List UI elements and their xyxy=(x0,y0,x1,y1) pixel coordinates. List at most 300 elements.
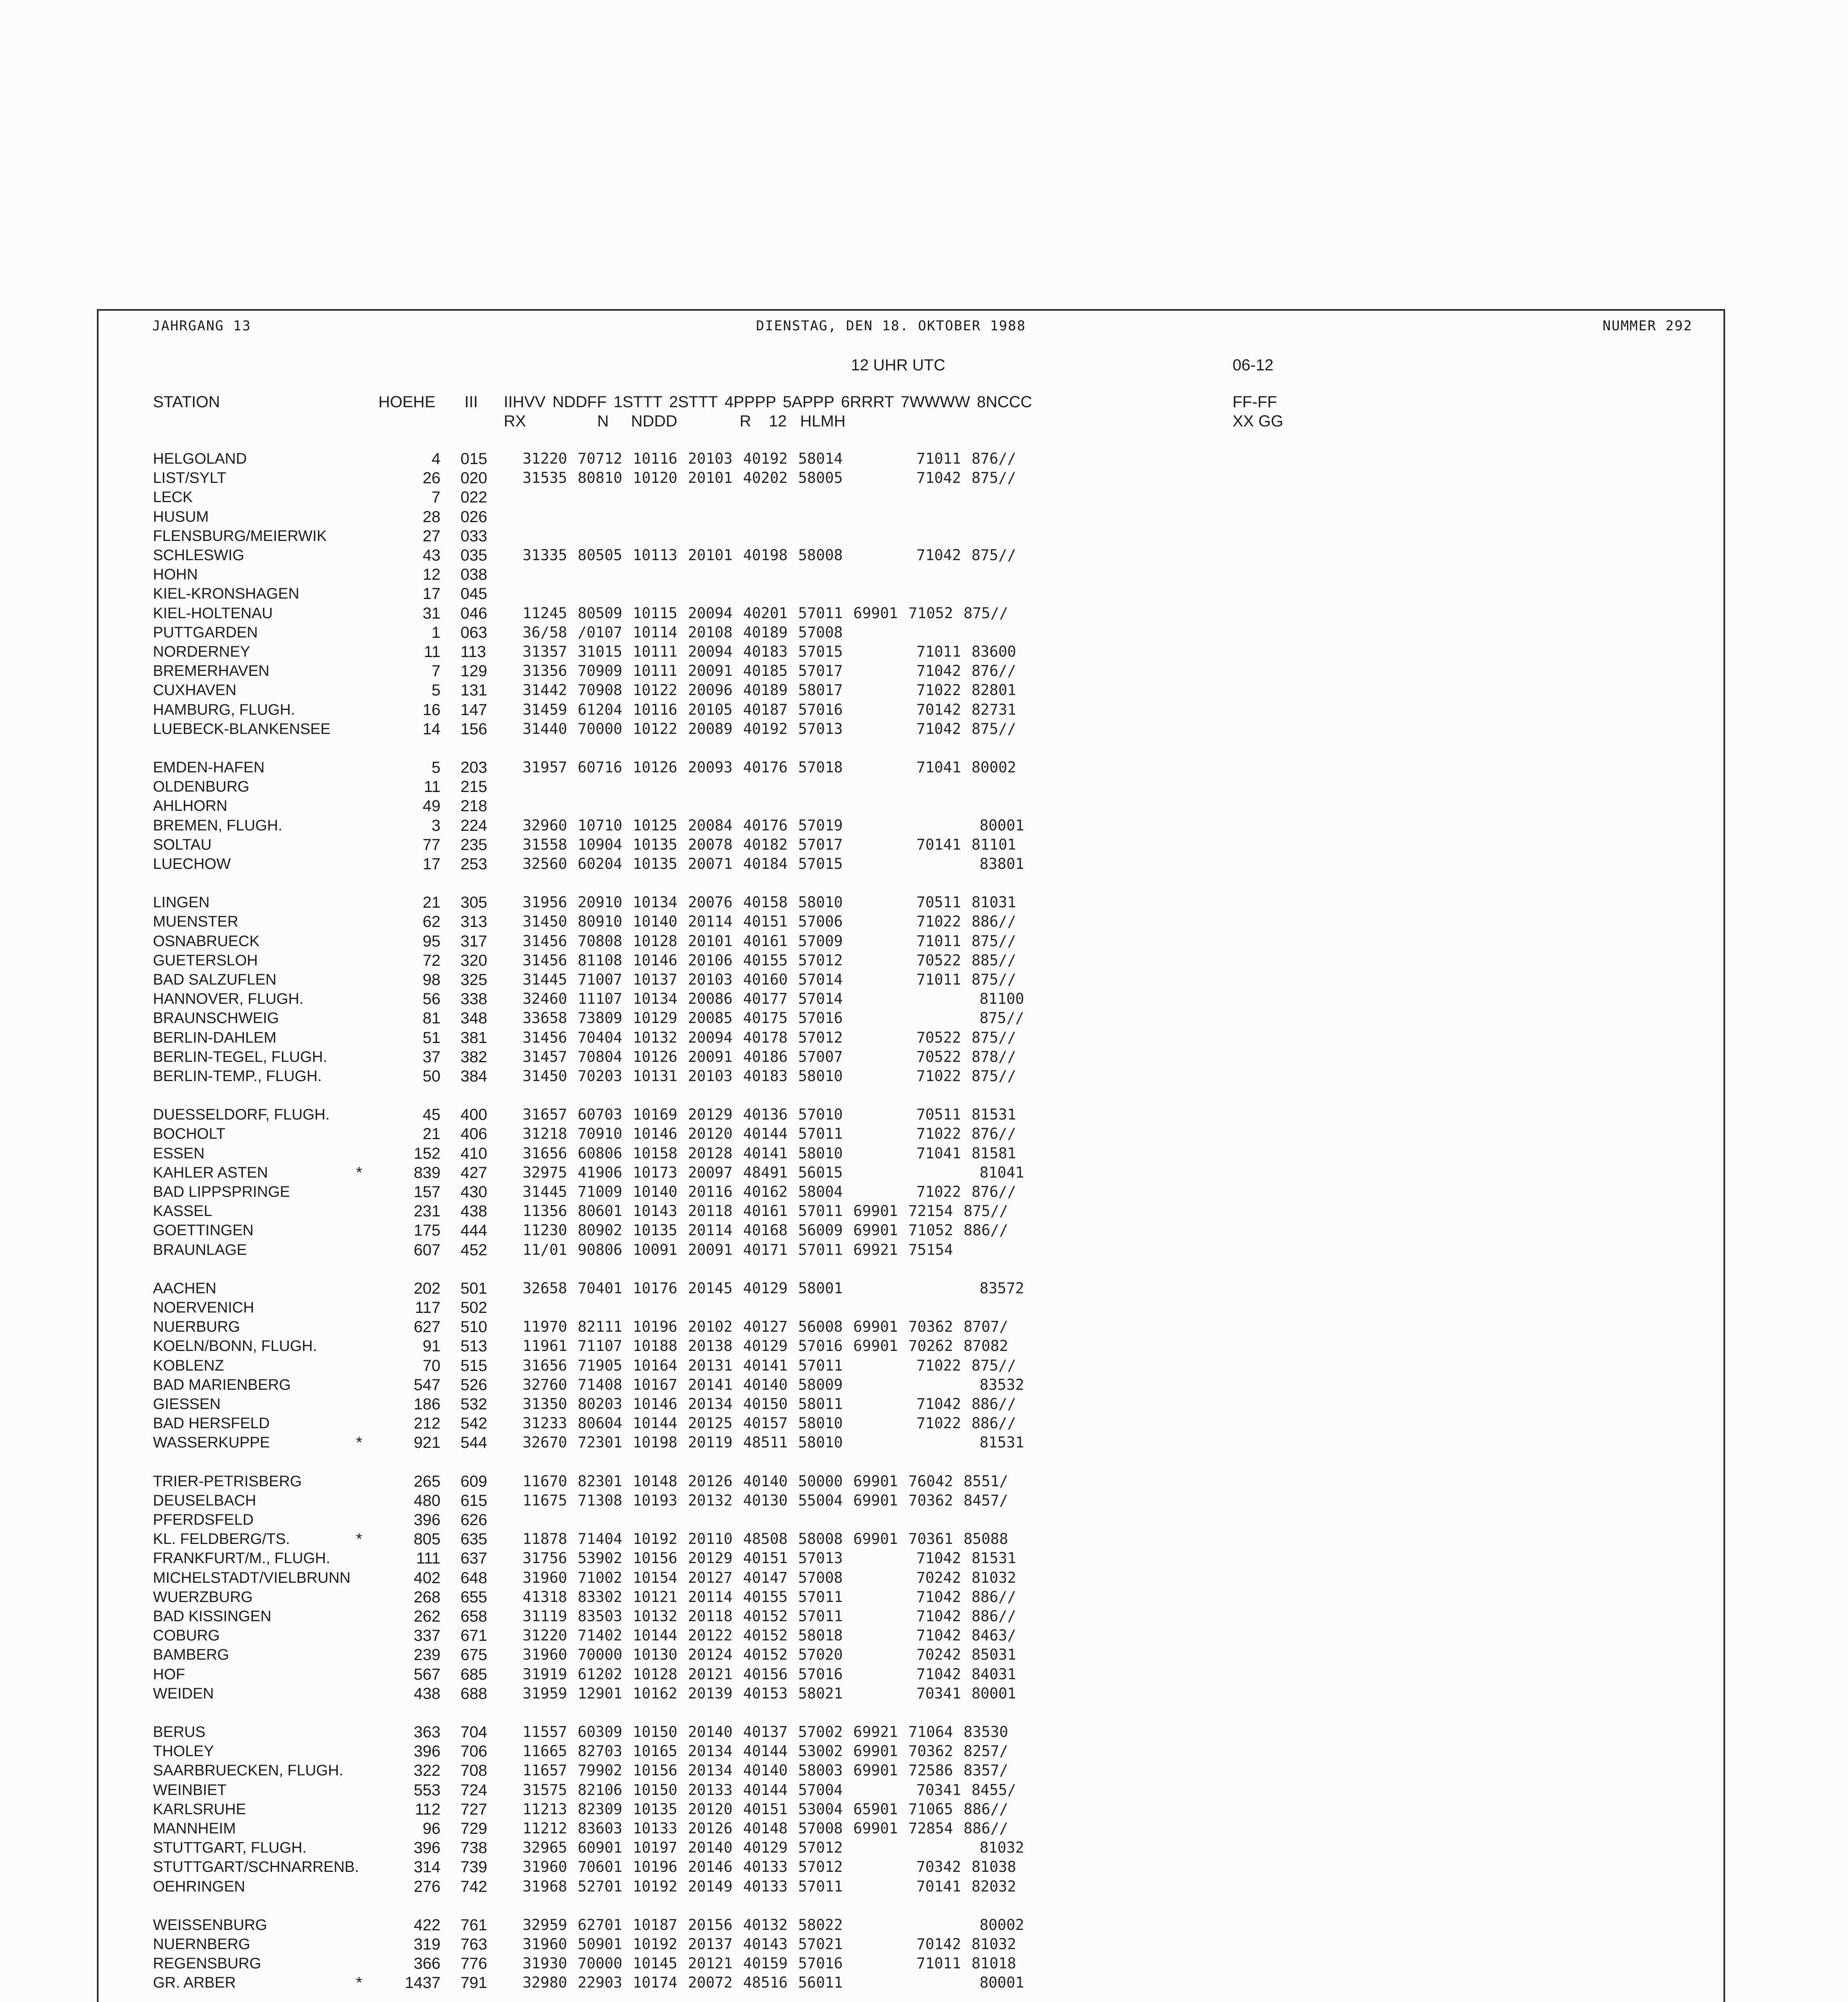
station-height: 98 xyxy=(422,971,440,989)
station-number: 320 xyxy=(460,952,487,969)
synop-groups: 31335 80505 10113 20101 40198 58008 71042 875// xyxy=(523,547,1016,564)
station-name: FRANKFURT/M., FLUGH. xyxy=(153,1550,330,1567)
report-date: DIENSTAG, DEN 18. OKTOBER 1988 xyxy=(756,318,1026,334)
station-height: 17 xyxy=(422,855,440,873)
station-row xyxy=(0,1877,1848,1896)
station-number: 515 xyxy=(460,1357,487,1375)
station-height: 51 xyxy=(422,1029,440,1047)
synop-groups: 11670 82301 10148 20126 40140 50000 69901 76042 8551/ xyxy=(523,1473,1008,1490)
station-name: NUERBURG xyxy=(153,1319,240,1335)
station-height: 480 xyxy=(414,1492,440,1510)
station-name: LIST/SYLT xyxy=(153,470,227,486)
station-height: 5 xyxy=(431,759,440,776)
station-height: 231 xyxy=(414,1202,440,1220)
station-name: BAD MARIENBERG xyxy=(153,1377,291,1393)
synop-groups: 11970 82111 10196 20102 40127 56008 69901 70362 8707/ xyxy=(523,1318,1008,1335)
station-height: 31 xyxy=(422,605,440,622)
station-row xyxy=(0,604,1848,623)
station-number: 526 xyxy=(460,1376,487,1394)
station-name: KL. FELDBERG/TS. xyxy=(153,1531,290,1548)
station-name: PUTTGARDEN xyxy=(153,624,258,641)
station-height: 1 xyxy=(431,624,440,641)
station-name: BOCHOLT xyxy=(153,1126,225,1142)
synop-groups: 31959 12901 10162 20139 40153 58021 70341 80001 xyxy=(523,1685,1016,1702)
synop-groups: 31459 61204 10116 20105 40187 57016 70142 82731 xyxy=(523,701,1016,718)
station-height: 28 xyxy=(422,508,440,526)
station-number: 427 xyxy=(460,1164,487,1182)
station-height: 11 xyxy=(424,778,440,796)
station-height: 5 xyxy=(431,681,440,699)
station-row xyxy=(0,1182,1848,1202)
station-number: 026 xyxy=(460,508,487,526)
synop-groups: 32960 10710 10125 20084 40176 57019 80001 xyxy=(523,817,1024,834)
synop-groups: 33658 73809 10129 20085 40175 57016 875// xyxy=(523,1009,1024,1027)
station-row xyxy=(0,893,1848,912)
station-number: 675 xyxy=(460,1646,487,1664)
station-height: 553 xyxy=(414,1781,440,1799)
station-row xyxy=(0,1472,1848,1491)
station-name: STUTTGART/SCHNARRENB. xyxy=(153,1859,359,1875)
synop-groups: 31960 70601 10196 20146 40133 57012 70342 81038 xyxy=(523,1858,1016,1875)
station-name: BREMERHAVEN xyxy=(153,663,269,679)
station-height: 117 xyxy=(415,1299,440,1317)
station-row xyxy=(0,989,1848,1009)
station-height: 152 xyxy=(414,1145,440,1162)
station-row xyxy=(0,1202,1848,1221)
station-row xyxy=(0,932,1848,951)
synop-groups: 31233 80604 10144 20125 40157 58010 71022 886// xyxy=(523,1415,1016,1432)
station-row xyxy=(0,1761,1848,1780)
col-groups-header: IIHVV NDDFF 1STTT 2STTT 4PPPP 5APPP 6RRRT 7WWWW 8NCCC xyxy=(504,393,1032,411)
station-row xyxy=(0,1781,1848,1800)
synop-groups: 31357 31015 10111 20094 40183 57015 71011 83600 xyxy=(523,643,1016,660)
synop-groups: 31930 70000 10145 20121 40159 57016 71011 81018 xyxy=(523,1955,1016,1972)
station-number: 655 xyxy=(460,1588,487,1606)
station-row xyxy=(0,1009,1848,1028)
station-row xyxy=(0,777,1848,796)
synop-groups: 32560 60204 10135 20071 40184 57015 83801 xyxy=(523,855,1024,872)
station-number: 348 xyxy=(460,1009,487,1027)
synop-groups: 31456 81108 10146 20106 40155 57012 70522 885// xyxy=(523,952,1016,969)
station-height: 268 xyxy=(414,1588,440,1606)
station-number: 045 xyxy=(460,585,487,603)
station-height: 91 xyxy=(422,1337,440,1355)
synop-groups: 31445 71007 10137 20103 40160 57014 71011 875// xyxy=(523,971,1016,988)
station-row xyxy=(0,1356,1848,1375)
station-row xyxy=(0,1665,1848,1684)
station-row xyxy=(0,1916,1848,1935)
station-number: 671 xyxy=(460,1627,487,1644)
station-height: 81 xyxy=(422,1009,440,1027)
station-height: 21 xyxy=(422,1125,440,1143)
station-name: WASSERKUPPE xyxy=(153,1434,270,1451)
station-height: 49 xyxy=(422,797,440,815)
synop-groups: 32658 70401 10176 20145 40129 58001 83572 xyxy=(523,1280,1024,1297)
synop-groups: 31957 60716 10126 20093 40176 57018 71041 80002 xyxy=(523,759,1016,776)
station-row xyxy=(0,970,1848,989)
station-height: 96 xyxy=(422,1820,440,1837)
station-name: LUEBECK-BLANKENSEE xyxy=(153,721,331,738)
station-height: 50 xyxy=(422,1067,440,1085)
station-name: MUENSTER xyxy=(153,913,239,930)
station-number: 129 xyxy=(460,662,487,680)
synop-groups: 11557 60309 10150 20140 40137 57002 69921 71064 83530 xyxy=(523,1723,1008,1741)
station-number: 400 xyxy=(460,1106,487,1124)
station-name: BERLIN-TEMP., FLUGH. xyxy=(153,1068,322,1085)
station-name: GR. ARBER xyxy=(153,1974,236,1991)
col-ff-header: FF-FF xyxy=(1233,393,1277,411)
mountain-station-mark: * xyxy=(356,1434,362,1451)
synop-groups: 11961 71107 10188 20138 40129 57016 69901 70262 87082 xyxy=(523,1337,1008,1355)
synop-groups: 31218 70910 10146 20120 40144 57011 71022 876// xyxy=(523,1125,1016,1142)
station-name: BAD HERSFELD xyxy=(153,1415,270,1432)
synop-groups: 31450 70203 10131 20103 40183 58010 71022 875// xyxy=(523,1067,1016,1085)
station-number: 253 xyxy=(460,855,487,873)
station-row xyxy=(0,1221,1848,1240)
station-height: 262 xyxy=(414,1608,440,1625)
station-height: 72 xyxy=(422,952,440,969)
station-name: WEINBIET xyxy=(153,1782,227,1799)
station-name: PFERDSFELD xyxy=(153,1512,254,1528)
station-row xyxy=(0,623,1848,642)
station-row xyxy=(0,1414,1848,1433)
station-height: 7 xyxy=(431,488,440,506)
station-height: 337 xyxy=(414,1627,440,1644)
station-row xyxy=(0,1684,1848,1703)
station-number: 063 xyxy=(460,624,487,641)
station-number: 648 xyxy=(460,1569,487,1587)
station-height: 567 xyxy=(414,1666,440,1683)
station-row xyxy=(0,1240,1848,1260)
station-number: 338 xyxy=(460,990,487,1008)
station-number: 020 xyxy=(460,469,487,487)
station-number: 131 xyxy=(460,681,487,699)
station-number: 156 xyxy=(460,720,487,738)
synop-groups: 31356 70909 10111 20091 40185 57017 71042 876// xyxy=(523,662,1016,679)
station-height: 3 xyxy=(431,817,440,834)
station-height: 4 xyxy=(431,450,440,468)
station-height: 627 xyxy=(414,1318,440,1336)
station-name: HOF xyxy=(153,1666,185,1683)
synop-groups: 11657 79902 10156 20134 40140 58003 69901 72586 8357/ xyxy=(523,1762,1008,1779)
station-number: 147 xyxy=(460,701,487,719)
station-name: BAD LIPPSPRINGE xyxy=(153,1184,290,1200)
station-height: 314 xyxy=(414,1858,440,1876)
station-row xyxy=(0,1510,1848,1530)
station-height: 7 xyxy=(431,662,440,680)
synop-groups: 31442 70908 10122 20096 40189 58017 71022 82801 xyxy=(523,681,1016,699)
station-height: 111 xyxy=(416,1550,440,1567)
synop-groups: 11245 80509 10115 20094 40201 57011 69901 71052 875// xyxy=(523,605,1008,622)
station-name: THOLEY xyxy=(153,1743,214,1760)
station-number: 708 xyxy=(460,1762,487,1779)
synop-groups: 31220 70712 10116 20103 40192 58014 71011 876// xyxy=(523,450,1016,467)
synop-groups: 31450 80910 10140 20114 40151 57006 71022 886// xyxy=(523,913,1016,930)
station-height: 322 xyxy=(414,1762,440,1779)
station-height: 396 xyxy=(414,1839,440,1857)
station-name: MICHELSTADT/VIELBRUNN xyxy=(153,1570,351,1586)
station-row xyxy=(0,1530,1848,1549)
station-height: 16 xyxy=(422,701,440,719)
volume-label: JAHRGANG 13 xyxy=(152,318,251,334)
station-number: 382 xyxy=(460,1048,487,1066)
synop-groups: 31119 83503 10132 20118 40152 57011 71042 886// xyxy=(523,1608,1016,1625)
station-number: 685 xyxy=(460,1666,487,1683)
synop-groups: 31558 10904 10135 20078 40182 57017 70141 81101 xyxy=(523,836,1016,853)
station-height: 27 xyxy=(422,527,440,545)
station-name: KOELN/BONN, FLUGH. xyxy=(153,1338,317,1355)
issue-number: NUMMER 292 xyxy=(1603,318,1693,334)
station-height: 276 xyxy=(414,1878,440,1895)
station-height: 43 xyxy=(422,547,440,564)
station-name: STUTTGART, FLUGH. xyxy=(153,1839,307,1856)
station-number: 626 xyxy=(460,1511,487,1529)
station-name: LECK xyxy=(153,489,193,506)
synop-groups: 31960 70000 10130 20124 40152 57020 70242 85031 xyxy=(523,1646,1016,1663)
station-name: ESSEN xyxy=(153,1145,205,1162)
station-height: 547 xyxy=(414,1376,440,1394)
station-row xyxy=(0,1549,1848,1568)
station-number: 738 xyxy=(460,1839,487,1857)
station-number: 635 xyxy=(460,1530,487,1548)
station-name: BAD SALZUFLEN xyxy=(153,971,277,988)
synop-groups: 32670 72301 10198 20119 48511 58010 81531 xyxy=(523,1434,1024,1451)
station-height: 175 xyxy=(414,1222,440,1239)
station-name: MANNHEIM xyxy=(153,1820,236,1837)
station-name: DUESSELDORF, FLUGH. xyxy=(153,1106,330,1123)
station-number: 706 xyxy=(460,1743,487,1760)
station-number: 637 xyxy=(460,1550,487,1567)
synop-groups: 31756 53902 10156 20129 40151 57013 71042 81531 xyxy=(523,1550,1016,1567)
station-name: AACHEN xyxy=(153,1280,217,1297)
station-number: 688 xyxy=(460,1685,487,1703)
synop-groups: 11878 71404 10192 20110 48508 58008 69901 70361 85088 xyxy=(523,1530,1008,1548)
station-number: 325 xyxy=(460,971,487,989)
station-number: 305 xyxy=(460,894,487,911)
station-name: BAMBERG xyxy=(153,1646,229,1663)
station-height: 1437 xyxy=(405,1974,440,1992)
synop-groups: 31350 80203 10146 20134 40150 58011 71042 886// xyxy=(523,1395,1016,1413)
station-name: KIEL-HOLTENAU xyxy=(153,605,273,622)
station-height: 202 xyxy=(414,1280,440,1297)
station-row xyxy=(0,700,1848,720)
station-height: 14 xyxy=(422,720,440,738)
station-number: 381 xyxy=(460,1029,487,1047)
station-name: OLDENBURG xyxy=(153,778,249,795)
station-number: 739 xyxy=(460,1858,487,1876)
station-name: COBURG xyxy=(153,1627,220,1644)
station-number: 317 xyxy=(460,933,487,950)
synop-groups: 32959 62701 10187 20156 40132 58022 80002 xyxy=(523,1916,1024,1934)
station-row xyxy=(0,1973,1848,1992)
station-height: 45 xyxy=(422,1106,440,1124)
mountain-station-mark: * xyxy=(356,1974,362,1992)
station-number: 615 xyxy=(460,1492,487,1510)
station-row xyxy=(0,642,1848,661)
station-number: 704 xyxy=(460,1723,487,1741)
station-height: 366 xyxy=(414,1955,440,1972)
station-name: BRAUNSCHWEIG xyxy=(153,1010,279,1027)
station-number: 444 xyxy=(460,1222,487,1239)
synop-groups: 31657 60703 10169 20129 40136 57010 70511 81531 xyxy=(523,1106,1016,1123)
station-name: KIEL-KRONSHAGEN xyxy=(153,585,300,602)
station-height: 607 xyxy=(414,1241,440,1259)
col-station-header: STATION xyxy=(153,393,220,411)
station-number: 224 xyxy=(460,817,487,834)
synop-groups: 32760 71408 10167 20141 40140 58009 83532 xyxy=(523,1376,1024,1393)
station-row xyxy=(0,584,1848,603)
station-row xyxy=(0,1124,1848,1144)
synop-groups: 32975 41906 10173 20097 48491 56015 81041 xyxy=(523,1164,1024,1181)
station-row xyxy=(0,1163,1848,1182)
synop-groups: 31960 71002 10154 20127 40147 57008 70242 81032 xyxy=(523,1569,1016,1586)
station-number: 038 xyxy=(460,566,487,583)
synop-groups: 11/01 90806 10091 20091 40171 57011 69921 75154 xyxy=(523,1241,953,1258)
station-number: 113 xyxy=(460,643,486,661)
station-number: 791 xyxy=(460,1974,487,1992)
station-name: KOBLENZ xyxy=(153,1357,224,1374)
station-row xyxy=(0,720,1848,739)
station-row xyxy=(0,1067,1848,1086)
station-row xyxy=(0,1723,1848,1742)
station-name: LUECHOW xyxy=(153,856,231,872)
station-height: 805 xyxy=(414,1530,440,1548)
station-row xyxy=(0,835,1848,854)
station-number: 313 xyxy=(460,913,487,931)
station-row xyxy=(0,546,1848,565)
station-row xyxy=(0,1375,1848,1395)
station-row xyxy=(0,1298,1848,1317)
station-name: HANNOVER, FLUGH. xyxy=(153,991,304,1007)
station-name: HOHN xyxy=(153,566,198,583)
station-height: 422 xyxy=(414,1916,440,1934)
station-name: KAHLER ASTEN xyxy=(153,1164,268,1181)
station-number: 501 xyxy=(460,1280,487,1297)
station-number: 235 xyxy=(460,836,487,854)
station-name: BAD KISSINGEN xyxy=(153,1608,271,1625)
station-name: GIESSEN xyxy=(153,1396,221,1413)
station-height: 402 xyxy=(414,1569,440,1587)
synop-groups: 31456 70808 10128 20101 40161 57009 71011 875// xyxy=(523,933,1016,950)
synop-groups: 31656 60806 10158 20128 40141 58010 71041 81581 xyxy=(523,1145,1016,1162)
synop-groups: 32965 60901 10197 20140 40129 57012 81032 xyxy=(523,1839,1024,1856)
col-ff-subheader: XX GG xyxy=(1233,412,1283,430)
station-height: 396 xyxy=(414,1743,440,1760)
station-name: NUERNBERG xyxy=(153,1936,250,1953)
station-row xyxy=(0,488,1848,507)
station-number: 609 xyxy=(460,1473,487,1490)
station-row xyxy=(0,1047,1848,1067)
station-number: 742 xyxy=(460,1878,487,1895)
station-height: 62 xyxy=(422,913,440,931)
station-number: 513 xyxy=(460,1337,487,1355)
station-name: BERLIN-DAHLEM xyxy=(153,1029,277,1046)
station-number: 215 xyxy=(460,778,487,796)
station-number: 544 xyxy=(460,1434,487,1451)
synop-groups: 31457 70804 10126 20091 40186 57007 70522 878// xyxy=(523,1048,1016,1065)
station-height: 77 xyxy=(422,836,440,854)
station-row xyxy=(0,1819,1848,1838)
station-height: 95 xyxy=(422,933,440,950)
station-height: 26 xyxy=(422,469,440,487)
synop-groups: 31968 52701 10192 20149 40133 57011 70141 82032 xyxy=(523,1878,1016,1895)
col-groups-subheader: RX N NDDD R 12 HLMH xyxy=(504,412,846,430)
station-name: KARLSRUHE xyxy=(153,1801,246,1818)
station-name: KASSEL xyxy=(153,1203,212,1220)
station-name: EMDEN-HAFEN xyxy=(153,759,265,776)
station-height: 363 xyxy=(414,1723,440,1741)
station-row xyxy=(0,1857,1848,1877)
station-name: HELGOLAND xyxy=(153,450,247,467)
station-height: 112 xyxy=(415,1801,440,1818)
station-number: 727 xyxy=(460,1801,487,1818)
synop-groups: 31960 50901 10192 20137 40143 57021 70142 81032 xyxy=(523,1936,1016,1953)
station-row xyxy=(0,796,1848,816)
station-name: REGENSBURG xyxy=(153,1955,261,1972)
station-name: LINGEN xyxy=(153,894,210,911)
station-row xyxy=(0,816,1848,835)
station-row xyxy=(0,468,1848,488)
station-name: HAMBURG, FLUGH. xyxy=(153,702,295,718)
station-height: 396 xyxy=(414,1511,440,1529)
station-row xyxy=(0,661,1848,681)
station-name: AHLHORN xyxy=(153,798,227,814)
station-height: 319 xyxy=(414,1936,440,1953)
station-row xyxy=(0,1626,1848,1645)
station-height: 21 xyxy=(422,894,440,911)
station-number: 218 xyxy=(460,797,487,815)
synop-groups: 11675 71308 10193 20132 40130 55004 69901 70362 8457/ xyxy=(523,1492,1008,1509)
station-row xyxy=(0,854,1848,874)
station-row xyxy=(0,912,1848,931)
station-name: HUSUM xyxy=(153,509,209,525)
station-name: DEUSELBACH xyxy=(153,1492,256,1509)
station-number: 022 xyxy=(460,488,487,506)
station-number: 452 xyxy=(460,1241,487,1259)
station-name: WUERZBURG xyxy=(153,1589,253,1606)
station-number: 033 xyxy=(460,527,487,545)
station-number: 046 xyxy=(460,605,487,622)
station-row xyxy=(0,1028,1848,1047)
station-number: 532 xyxy=(460,1395,487,1413)
station-row xyxy=(0,1645,1848,1664)
station-name: SAARBRUECKEN, FLUGH. xyxy=(153,1762,344,1779)
station-row xyxy=(0,565,1848,584)
station-number: 384 xyxy=(460,1067,487,1085)
station-height: 438 xyxy=(414,1685,440,1703)
mountain-station-mark: * xyxy=(356,1530,362,1548)
station-number: 724 xyxy=(460,1781,487,1799)
synop-groups: 31445 71009 10140 20116 40162 58004 71022 876// xyxy=(523,1183,1016,1200)
station-row xyxy=(0,507,1848,527)
station-height: 12 xyxy=(422,566,440,583)
station-height: 37 xyxy=(422,1048,440,1066)
station-name: BERUS xyxy=(153,1724,205,1741)
station-row xyxy=(0,681,1848,700)
station-row xyxy=(0,1317,1848,1337)
synop-groups: 31440 70000 10122 20089 40192 57013 71042 875// xyxy=(523,720,1016,738)
station-row xyxy=(0,1279,1848,1298)
station-number: 406 xyxy=(460,1125,487,1143)
station-name: BREMEN, FLUGH. xyxy=(153,817,283,834)
station-number: 035 xyxy=(460,547,487,564)
station-row xyxy=(0,1433,1848,1452)
station-name: FLENSBURG/MEIERWIK xyxy=(153,528,327,545)
station-height: 56 xyxy=(422,990,440,1008)
station-name: NOERVENICH xyxy=(153,1299,254,1316)
station-row xyxy=(0,1607,1848,1626)
station-number: 542 xyxy=(460,1415,487,1432)
